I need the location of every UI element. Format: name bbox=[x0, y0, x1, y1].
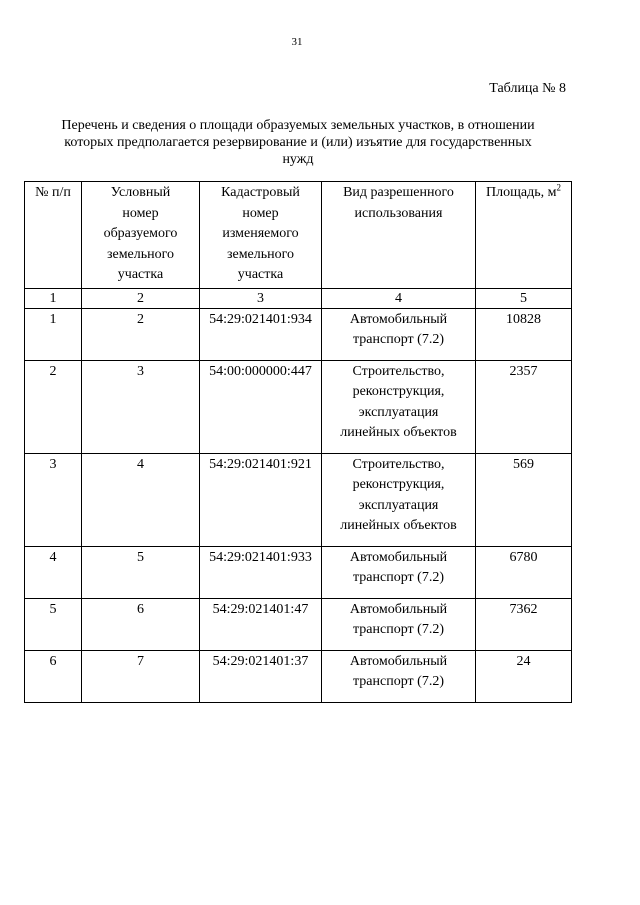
title-line: которых предполагается резервирование и (или) изъятие для государственных bbox=[64, 135, 532, 150]
cell-number: 4 bbox=[25, 546, 82, 598]
cell-area: 10828 bbox=[476, 308, 572, 360]
cell-permitted-use: Автомобильный транспорт (7.2) bbox=[322, 546, 476, 598]
cell-permitted-use: Автомобильный транспорт (7.2) bbox=[322, 598, 476, 650]
table-row bbox=[25, 360, 572, 453]
header-conditional-number: Условный номер образуемого земельного участка bbox=[82, 182, 200, 289]
title-line: нужд bbox=[282, 152, 314, 167]
table-row bbox=[25, 598, 572, 650]
table-row bbox=[25, 308, 572, 360]
header-cadastral-number: Кадастровый номер изменяемого земельного участка bbox=[200, 182, 322, 289]
document-title bbox=[30, 117, 566, 168]
column-number: 2 bbox=[82, 288, 200, 308]
cell-number: 2 bbox=[25, 360, 82, 453]
cell-conditional-number: 2 bbox=[82, 308, 200, 360]
cell-area: 569 bbox=[476, 453, 572, 546]
cell-permitted-use: Автомобильный транспорт (7.2) bbox=[322, 308, 476, 360]
column-number: 3 bbox=[200, 288, 322, 308]
cell-cadastral-number: 54:29:021401:47 bbox=[200, 598, 322, 650]
cell-area: 7362 bbox=[476, 598, 572, 650]
table-row bbox=[25, 546, 572, 598]
cell-conditional-number: 4 bbox=[82, 453, 200, 546]
area-unit-superscript: 2 bbox=[556, 182, 561, 193]
cell-cadastral-number: 54:29:021401:921 bbox=[200, 453, 322, 546]
header-area: Площадь, $м^2$ bbox=[476, 182, 572, 289]
table-caption: Таблица № 8 bbox=[489, 81, 566, 96]
cell-permitted-use: Строительство, реконструкция, эксплуатация линейных объектов bbox=[322, 453, 476, 546]
cell-permitted-use: Автомобильный транспорт (7.2) bbox=[322, 650, 476, 702]
page-number: 31 bbox=[291, 36, 303, 48]
table-header-row bbox=[25, 182, 572, 289]
column-number-row bbox=[25, 288, 572, 308]
cell-number: 5 bbox=[25, 598, 82, 650]
cell-area: 2357 bbox=[476, 360, 572, 453]
cell-conditional-number: 3 bbox=[82, 360, 200, 453]
header-permitted-use: Вид разрешенного использования bbox=[322, 182, 476, 289]
cell-cadastral-number: 54:29:021401:933 bbox=[200, 546, 322, 598]
cell-cadastral-number: 54:00:000000:447 bbox=[200, 360, 322, 453]
cell-area: 6780 bbox=[476, 546, 572, 598]
table-row bbox=[25, 453, 572, 546]
title-line: Перечень и сведения о площади образуемых земельных участков, в отношении bbox=[61, 118, 535, 133]
cell-conditional-number: 5 bbox=[82, 546, 200, 598]
land-plots-table bbox=[24, 181, 572, 703]
column-number: 1 bbox=[25, 288, 82, 308]
cell-cadastral-number: 54:29:021401:37 bbox=[200, 650, 322, 702]
cell-number: 3 bbox=[25, 453, 82, 546]
column-number: 4 bbox=[322, 288, 476, 308]
cell-conditional-number: 6 bbox=[82, 598, 200, 650]
column-number: 5 bbox=[476, 288, 572, 308]
header-number: № п/п bbox=[25, 182, 82, 289]
cell-number: 1 bbox=[25, 308, 82, 360]
cell-conditional-number: 7 bbox=[82, 650, 200, 702]
cell-number: 6 bbox=[25, 650, 82, 702]
cell-permitted-use: Строительство, реконструкция, эксплуатация линейных объектов bbox=[322, 360, 476, 453]
cell-area: 24 bbox=[476, 650, 572, 702]
cell-cadastral-number: 54:29:021401:934 bbox=[200, 308, 322, 360]
table-row bbox=[25, 650, 572, 702]
